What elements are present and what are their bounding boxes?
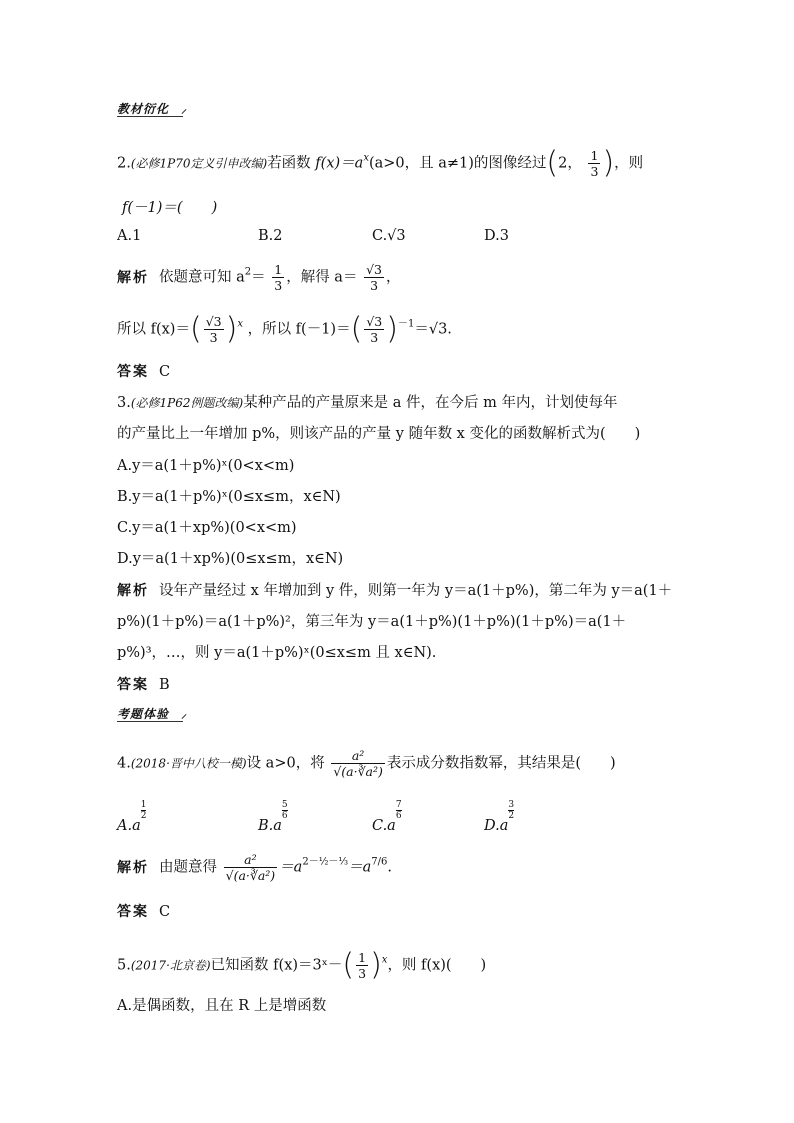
q4-option-c: C.a $\frac{7}{6}$ bbox=[372, 800, 402, 834]
section-title: 教材衍化 bbox=[117, 102, 170, 116]
q2-solution-line1: 解析 依题意可知 $a^2=$ $\frac{1}{3}$ ，解得 a＝ $\frac{√3}{3}$ ， bbox=[117, 262, 401, 293]
q2-option-a: A.1 bbox=[117, 228, 142, 244]
question-2-stem: 2.(必修1P70定义引申改编)若函数 $f(x)=a^x(a>0$，且 a≠1)的图像经过(2， $\frac{1}{3}$ )，则 bbox=[117, 145, 644, 181]
question-3-stem-line1: 3.(必修1P62例题改编)某种产品的产量原来是 a 件，在今后 m 年内，计划使每年 bbox=[117, 395, 618, 411]
q2-option-b: B.2 bbox=[258, 228, 283, 244]
question-3-stem-line2: 的产量比上一年增加 p%，则该产品的产量 y 随年数 x 变化的函数解析式为( ) bbox=[117, 426, 641, 442]
q3-option-d: D.y＝a(1＋xp%)(0≤x≤m，x∈N) bbox=[117, 551, 344, 567]
point-fraction: $\frac{1}{3}$ bbox=[590, 148, 599, 179]
q4-answer: 答案 C bbox=[117, 904, 171, 920]
q4-option-b: B.a $\frac{5}{6}$ bbox=[258, 800, 288, 834]
q3-solution-line2: p%)(1＋p%)＝a(1＋p%)²，第三年为 y＝a(1＋p%)(1＋p%)(1＋p%)＝a(1＋ bbox=[117, 614, 627, 630]
q3-option-a: A.y＝a(1＋p%)ˣ(0<x<m) bbox=[117, 458, 295, 474]
q3-option-c: C.y＝a(1＋xp%)(0<x<m) bbox=[117, 520, 297, 536]
q4-option-a: A.a $\frac{1}{2}$ bbox=[117, 800, 147, 834]
q3-solution-line1: 解析 设年产量经过 x 年增加到 y 件，则第一年为 y＝a(1＋p%)，第二年为 y＝a(1＋ bbox=[117, 583, 673, 599]
q2-option-c: C.√3 bbox=[372, 228, 406, 244]
q2-answer: 答案 C bbox=[117, 364, 171, 380]
question-2-line2: f(－1)＝( ) bbox=[122, 200, 218, 216]
q2-option-d: D.3 bbox=[484, 228, 509, 244]
q3-option-b: B.y＝a(1＋p%)ˣ(0≤x≤m，x∈N) bbox=[117, 489, 341, 505]
question-5-stem: 5.(2017·北京卷)已知函数 f(x)＝3ˣ－( $\frac{1}{3}$ )$^x$，则 f(x)( ) bbox=[117, 947, 487, 983]
section-title: 考题体验 bbox=[117, 707, 170, 721]
q5-option-a: A.是偶函数，且在 R 上是增函数 bbox=[117, 998, 327, 1014]
question-4-stem: 4.(2018·晋中八校一模)设 a>0，将 $\frac{\text{a²}}{\text{√(a·∛a²)}}$ 表示成分数指数幂，其结果是( ) bbox=[117, 748, 616, 779]
q4-option-d: D.a $\frac{3}{2}$ bbox=[484, 800, 515, 834]
section-header-exam bbox=[117, 705, 169, 722]
q2-solution-line2: 所以 f(x)＝( $\frac{√3}{3}$ )$^x$ ，所以 f(－1)＝( $\frac{√3}{3}$ )$^{-1}$＝√3. bbox=[117, 311, 452, 347]
section-header-textbook bbox=[117, 100, 169, 117]
q3-solution-line3: p%)³，…，则 y＝a(1＋p%)ˣ(0≤x≤m 且 x∈N). bbox=[117, 645, 437, 661]
q3-answer: 答案 B bbox=[117, 677, 170, 693]
q4-solution: 解析 由题意得 $\frac{\text{a²}}{\text{√(a·∛a²)}}$ $=a^{2-\frac{1}{2}-\frac{1}{3}}=a^{7/6}$. bbox=[117, 852, 392, 883]
